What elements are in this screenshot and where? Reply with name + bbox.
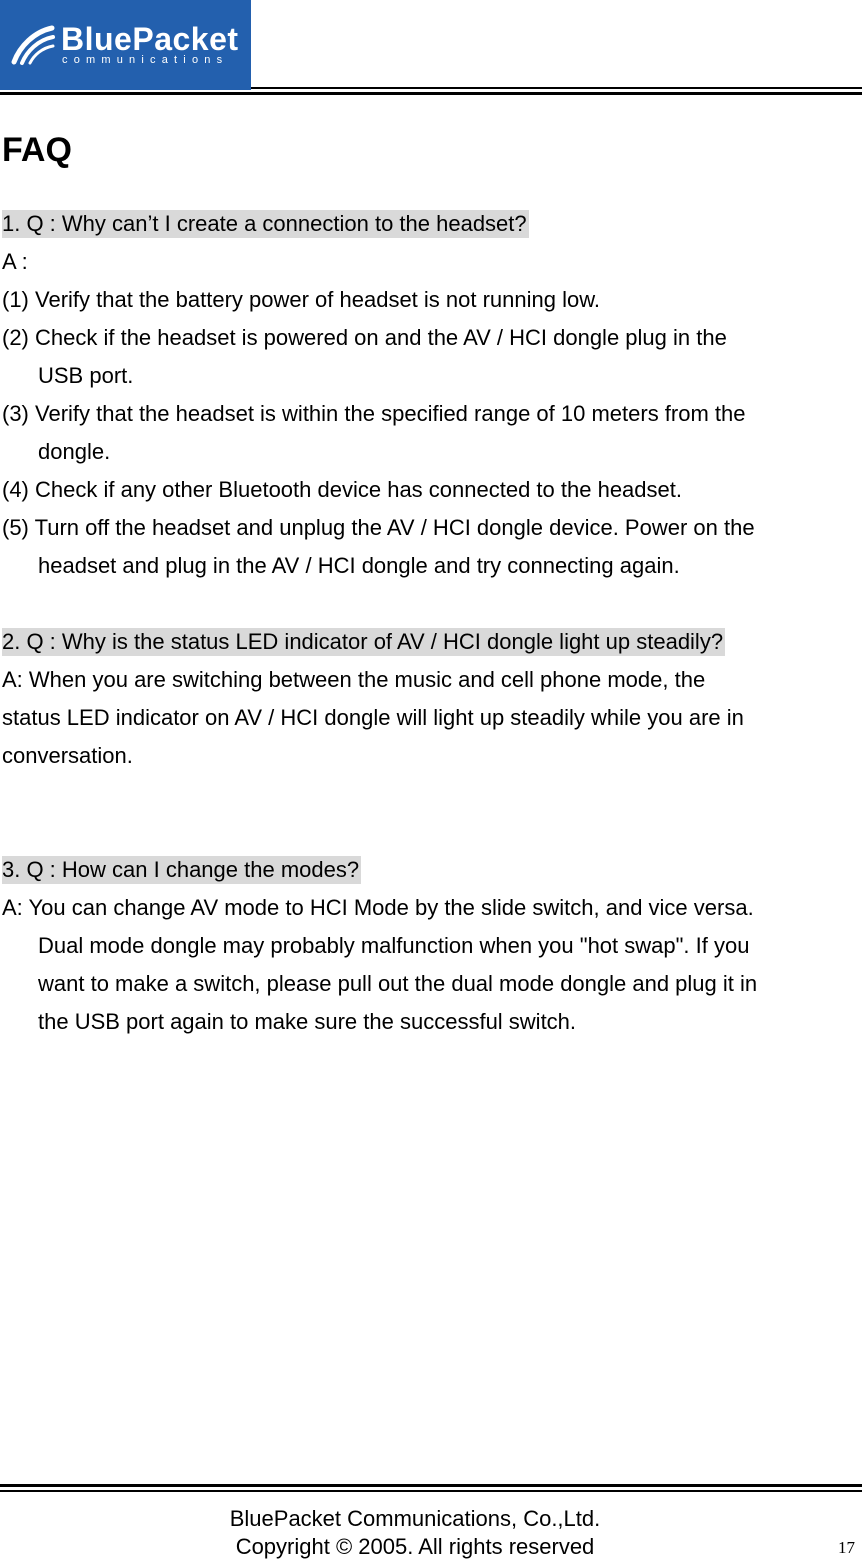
faq-answer-line: (1) Verify that the battery power of headset is not running low. bbox=[2, 287, 601, 312]
faq-answer-label: A : bbox=[2, 249, 28, 274]
footer-rule-thick bbox=[0, 1484, 862, 1487]
faq-answer-line: A: When you are switching between the music and cell phone mode, the bbox=[2, 667, 706, 692]
faq-answer-line: USB port. bbox=[38, 363, 134, 388]
header-rule-thick bbox=[0, 92, 862, 95]
footer-rule-thin bbox=[0, 1490, 862, 1492]
footer-company: BluePacket Communications, Co.,Ltd. bbox=[229, 1506, 601, 1531]
faq-answer-line: conversation. bbox=[2, 743, 133, 768]
faq-question-2 bbox=[2, 623, 860, 661]
faq-answer-line: the USB port again to make sure the successful switch. bbox=[38, 1009, 577, 1034]
footer-copyright: Copyright © 2005. All rights reserved bbox=[235, 1534, 595, 1559]
header-rule-thin bbox=[251, 87, 862, 89]
faq-question-text: 1. Q : Why can’t I create a connection to the headset? bbox=[2, 211, 527, 236]
faq-answer-line: (4) Check if any other Bluetooth device has connected to the headset. bbox=[2, 477, 682, 502]
logo-subtitle: communications bbox=[62, 54, 229, 66]
faq-answer-line: want to make a switch, please pull out the dual mode dongle and plug it in bbox=[38, 971, 758, 996]
faq-question-text: 3. Q : How can I change the modes? bbox=[2, 857, 360, 882]
faq-answer-line: (5) Turn off the headset and unplug the AV / HCI dongle device. Power on the bbox=[2, 515, 755, 540]
faq-answer-line: (3) Verify that the headset is within the specified range of 10 meters from the bbox=[2, 401, 746, 426]
brand-logo bbox=[0, 0, 251, 90]
page-title: FAQ bbox=[2, 131, 72, 169]
faq-question-1 bbox=[2, 205, 860, 243]
faq-content bbox=[2, 205, 860, 1041]
faq-answer-line: (2) Check if the headset is powered on and the AV / HCI dongle plug in the bbox=[2, 325, 727, 350]
logo-swoosh-icon bbox=[10, 24, 56, 66]
faq-answer-line: A: You can change AV mode to HCI Mode by the slide switch, and vice versa. bbox=[2, 895, 754, 920]
faq-question-3 bbox=[2, 851, 860, 889]
logo-name: BluePacket bbox=[61, 21, 239, 57]
faq-question-text: 2. Q : Why is the status LED indicator of AV / HCI dongle light up steadily? bbox=[2, 629, 724, 654]
faq-answer-line: dongle. bbox=[38, 439, 111, 464]
page-number: 17 bbox=[838, 1538, 855, 1557]
faq-answer-line: headset and plug in the AV / HCI dongle and try connecting again. bbox=[38, 553, 680, 578]
faq-answer-line: status LED indicator on AV / HCI dongle will light up steadily while you are in bbox=[2, 705, 744, 730]
faq-answer-line: Dual mode dongle may probably malfunction when you "hot swap". If you bbox=[38, 933, 750, 958]
